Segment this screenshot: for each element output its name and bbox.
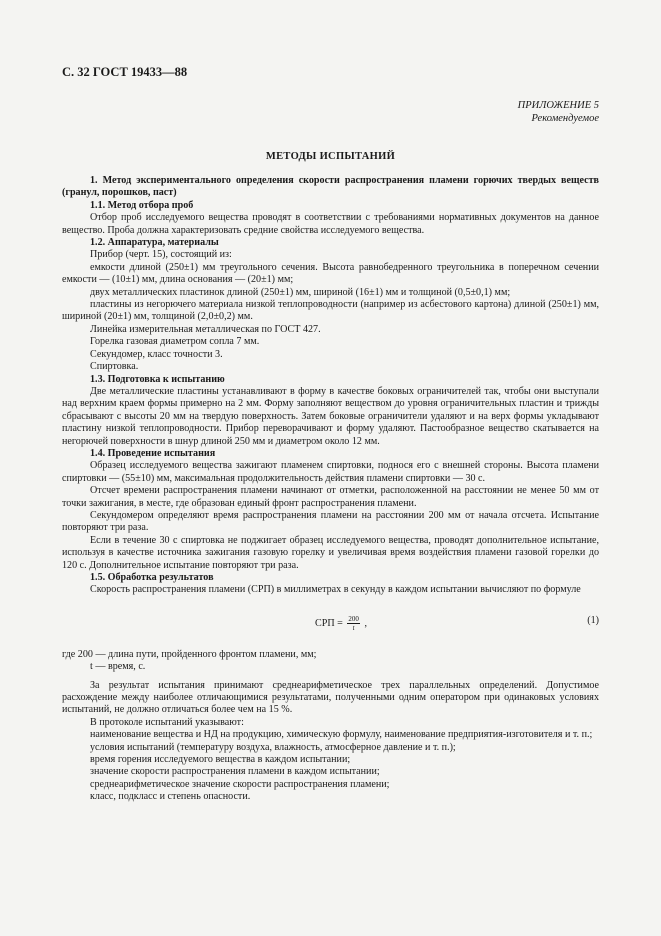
formula-equals: = (337, 617, 343, 629)
section-1-3-heading: 1.3. Подготовка к испытанию (90, 373, 225, 385)
legend-line: t — время, с. (90, 661, 146, 673)
protocol-item: условия испытаний (температуру воздуха, влажность, атмосферное давление и т. п.); (90, 741, 456, 753)
section-1-1-text: Отбор проб исследуемого вещества проводят в соответствии с требованиями нормативных документов на данное вещество. Проба должна характеризовать средние свойства исследуемого вещества. (62, 212, 599, 236)
formula-lhs: СРП (315, 617, 335, 629)
section-1-5-text: Скорость распространения пламени (СРП) в миллиметрах в секунду в каждом испытании вычисляют по формуле (90, 584, 581, 596)
section-1-3-text: Две металлические пластины устанавливают в форму в качестве боковых ограничителей так, чтобы они выступали над верхним краем формы примерно на 2 мм. Форму заполняют веществом до уровня ограничительных пластин и трижды сбрасывают с высоты 20 мм на твердую поверхность. Затем боковые ограничители удаляют и на верх формы укладывают пластину низкой теплопроводности. Прибор переворачивают и форму удаляют. Пастообразное вещество скатывается на негорючей поверхности в шнур длиной 250 мм и диаметром около 12 мм. (62, 385, 599, 447)
protocol-intro: В протоколе испытаний указывают: (90, 716, 244, 728)
formula-denominator: t (352, 623, 355, 632)
apparatus-item: Прибор (черт. 15), состоящий из: (90, 249, 232, 261)
formula-1 (62, 607, 599, 641)
protocol-item: время горения исследуемого вещества в каждом испытании; (90, 754, 351, 766)
apparatus-item: пластины из негорючего материала низкой теплопроводности (например из асбестового картона) длиной (250±1) мм, шириной (20±1) мм, толщиной (2,0±0,2) мм. (62, 299, 599, 323)
procedure-paragraph: Образец исследуемого вещества зажигают пламенем спиртовки, поднося его с внешней стороны. Высота пламени спиртовки — (55±10) мм, максимальная продолжительность действия пламени спиртовки — 30 с. (62, 460, 599, 484)
apparatus-item: Спиртовка. (90, 361, 139, 373)
protocol-item: значение скорости распространения пламени в каждом испытании; (90, 766, 380, 778)
appendix-status: Рекомендуемое (531, 113, 599, 124)
result-paragraph: За результат испытания принимают среднеарифметическое трех параллельных определений. Допустимое расхождение между наиболее отличающимися результатами, полученными одним оператором при одинаковых условиях испытаний, не должно отличаться более чем на 15 %. (62, 679, 599, 716)
section-1-4-heading: 1.4. Проведение испытания (90, 447, 216, 459)
formula-expression (315, 615, 367, 632)
appendix-label: ПРИЛОЖЕНИЕ 5 (517, 100, 599, 111)
section-1-2-heading: 1.2. Аппаратура, материалы (90, 237, 219, 249)
procedure-paragraph: Секундомером определяют время распространения пламени на расстоянии 200 мм от начала отсчета. Испытание повторяют три раза. (62, 509, 599, 534)
apparatus-item: Линейка измерительная металлическая по ГОСТ 427. (90, 323, 321, 335)
apparatus-item: двух металлических пластинок длиной (250±1) мм, шириной (16±1) мм и толщиной (0,5±0,1) мм; (90, 286, 511, 298)
formula-legend (62, 649, 599, 674)
procedure-paragraph: Если в течение 30 с спиртовка не поджигает образец исследуемого вещества, проводят дополнительное испытание, используя в качестве источника зажигания газовую горелку и увеличивая время воздействия пламени газовой горелки до 120 с. Дополнительное испытание повторяют три раза. (62, 534, 599, 571)
appendix-block (518, 99, 599, 125)
procedure-paragraph: Отсчет времени распространения пламени начинают от отметки, расположенной на расстоянии не менее 50 мм от точки зажигания, в месте, где образован единый фронт распространения пламени. (62, 485, 599, 509)
section-1-5-heading: 1.5. Обработка результатов (90, 572, 214, 583)
section-1-heading: 1. Метод экспериментального определения скорости распространения пламени горючих твердых веществ (гранул, порошков, паст) (62, 175, 599, 199)
document-title: МЕТОДЫ ИСПЫТАНИЙ (265, 151, 396, 162)
page-header: С. 32 ГОСТ 19433—88 (62, 65, 188, 79)
formula-comma: , (364, 617, 367, 629)
protocol-item: среднеарифметическое значение скорости распространения пламени; (90, 778, 390, 790)
formula-numerator: 200 (348, 614, 359, 623)
formula-fraction (347, 615, 360, 632)
formula-number: (1) (587, 614, 599, 626)
apparatus-item: Секундомер, класс точности 3. (90, 348, 223, 360)
apparatus-item: емкости длиной (250±1) мм треугольного сечения. Высота равнобедренного треугольника в поперечном сечении емкости — (10±1) мм, длина основания — (20±1) мм; (62, 261, 599, 286)
protocol-item: наименование вещества и НД на продукцию, химическую формулу, наименование предприятия-изготовителя и т. п.; (90, 729, 593, 741)
protocol-item: класс, подкласс и степень опасности. (90, 791, 251, 803)
section-1-1-heading: 1.1. Метод отбора проб (90, 199, 194, 211)
apparatus-item: Горелка газовая диаметром сопла 7 мм. (90, 336, 260, 348)
legend-line: где 200 — длина пути, пройденного фронтом пламени, мм; (62, 648, 317, 660)
document-body (62, 175, 599, 804)
